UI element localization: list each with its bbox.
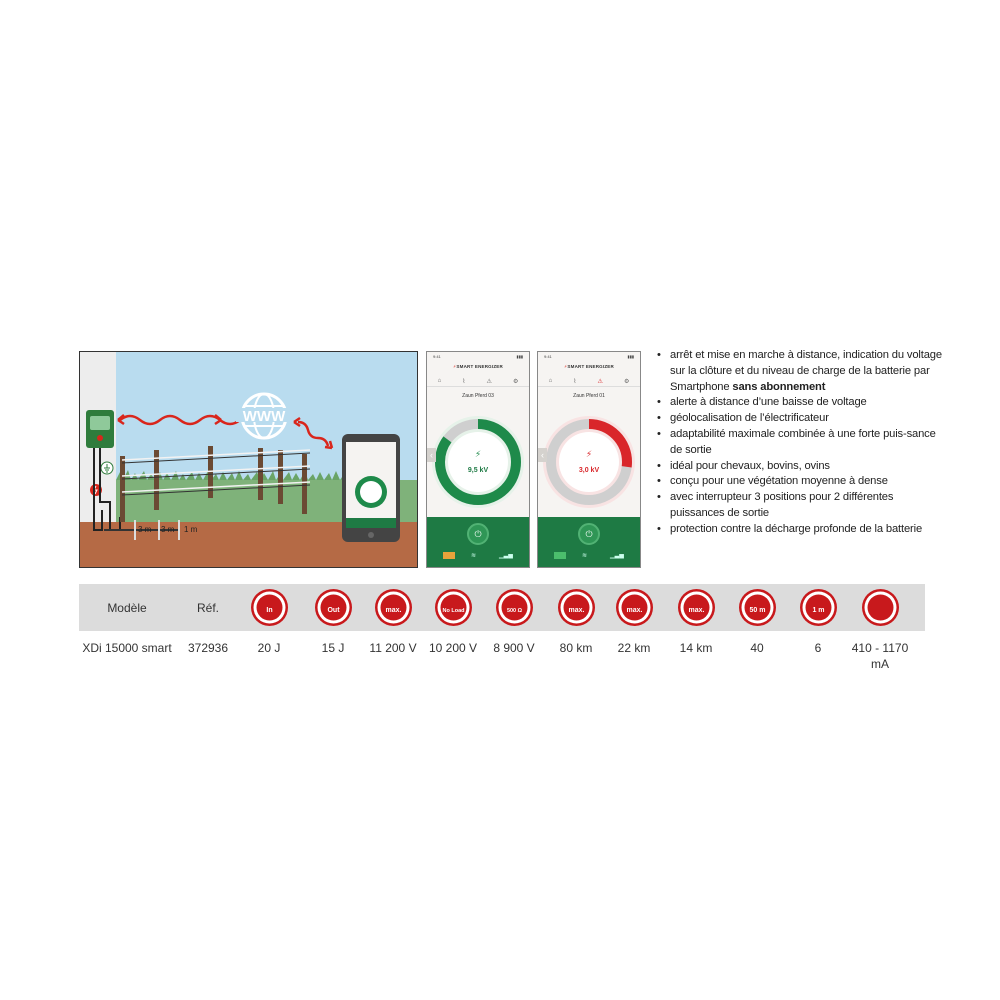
cell-value: 15 J	[321, 641, 345, 655]
fence-length-medium-icon	[616, 589, 653, 626]
signal-strength-icon: ▁▃▅	[610, 553, 624, 559]
power-button[interactable]: ⏻	[578, 523, 600, 545]
fence-status-icon: ≋	[471, 553, 477, 559]
feature-item: • conçu pour une végétation moyenne à dense	[652, 474, 942, 490]
home-icon[interactable]: ⌂	[548, 378, 553, 384]
cell-value: 22 km	[617, 641, 651, 655]
signal-strength-icon: ▁▃▅	[499, 553, 513, 559]
fence-length-vegetation-icon	[678, 589, 715, 626]
energy-out-icon	[315, 589, 352, 626]
cell-value: 8 900 V	[493, 641, 535, 655]
earth-rod-icon	[800, 589, 837, 626]
voltage-no-load-icon	[435, 589, 472, 626]
device-name: Zaun Pferd 03	[462, 393, 494, 399]
column-header-model: Modèle	[107, 600, 147, 615]
battery-icon	[443, 552, 455, 559]
lightning-icon: ⚡	[474, 449, 482, 459]
energy-in-icon	[251, 589, 288, 626]
signal-icon: ▮▮▮	[627, 354, 634, 359]
cell-model: XDi 15000 smart	[82, 641, 172, 655]
svg-text:max.: max.	[568, 607, 585, 614]
fence-illustration	[79, 351, 418, 568]
svg-text:max.: max.	[385, 607, 402, 614]
svg-text:max.: max.	[626, 607, 643, 614]
device-name: Zaun Pferd 01	[573, 393, 605, 399]
status-time: 9:41	[433, 354, 441, 359]
voltage-readout: 9,5 kV	[467, 467, 489, 474]
prev-arrow-icon[interactable]: ‹	[427, 448, 436, 462]
feature-item: • adaptabilité maximale combinée à une forte puis-sance de sortie	[652, 427, 942, 459]
phone-screen-fence-01	[537, 351, 641, 568]
signal-icon: ▮▮▮	[516, 354, 523, 359]
cell-value: 40	[750, 641, 764, 655]
fence-length-max-icon	[558, 589, 595, 626]
battery-icon	[554, 552, 566, 559]
chart-icon[interactable]: ⌇	[573, 378, 577, 385]
svg-text:50 m: 50 m	[749, 607, 766, 614]
fence-status-icon: ≋	[582, 553, 588, 559]
feature-item: • arrêt et mise en marche à distance, indication du voltage sur la clôture et du niveau de charge de la batterie par Smartphone sans abonnement	[652, 348, 942, 395]
svg-text:1 m: 1 m	[812, 607, 825, 614]
power-consumption-icon	[862, 589, 899, 626]
area-hectare-icon	[739, 589, 776, 626]
cell-value: 20 J	[257, 641, 281, 655]
status-time: 9:41	[544, 354, 552, 359]
voltage-500-ohm-icon	[496, 589, 533, 626]
feature-list	[652, 348, 942, 538]
cell-value: 14 km	[679, 641, 713, 655]
brand-logo: ⚡SMART ENERGIZER	[453, 364, 503, 369]
svg-text:In: In	[266, 607, 273, 614]
cell-value: 10 200 V	[428, 641, 478, 655]
cell-value: 80 km	[559, 641, 593, 655]
lightning-icon: ⚡	[585, 449, 593, 459]
voltage-gauge	[540, 412, 638, 512]
alert-icon[interactable]: ⚠	[486, 378, 492, 385]
distance-label-2: 3 m	[161, 525, 175, 534]
svg-text:max.: max.	[688, 607, 705, 614]
voltage-max-icon	[375, 589, 412, 626]
gear-icon[interactable]: ⚙	[624, 378, 630, 385]
phone-screen-fence-03	[426, 351, 530, 568]
cell-ref: 372936	[187, 641, 229, 655]
feature-item: • protection contre la décharge profonde de la batterie	[652, 522, 942, 538]
feature-item: • géolocalisation de l’électrificateur	[652, 411, 942, 427]
voltage-readout: 3,0 kV	[578, 467, 600, 474]
feature-item: • idéal pour chevaux, bovins, ovins	[652, 459, 942, 475]
feature-item: • avec interrupteur 3 positions pour 2 différentes puissances de sortie	[652, 490, 942, 522]
cell-value: 11 200 V	[369, 641, 417, 655]
gear-icon[interactable]: ⚙	[513, 378, 519, 385]
cell-value: 410 - 1170 mA	[851, 641, 909, 671]
phone-footer	[538, 517, 640, 567]
phone-footer	[427, 517, 529, 567]
svg-text:Out: Out	[327, 607, 340, 614]
svg-text:No Load: No Load	[442, 608, 465, 614]
chart-icon[interactable]: ⌇	[462, 378, 466, 385]
prev-arrow-icon[interactable]: ‹	[538, 448, 547, 462]
cell-value: 6	[814, 641, 822, 655]
column-header-ref: Réf.	[196, 600, 219, 615]
power-button[interactable]: ⏻	[467, 523, 489, 545]
www-label: WWW	[242, 408, 286, 425]
home-icon[interactable]: ⌂	[437, 378, 442, 384]
voltage-gauge	[429, 412, 527, 512]
alert-icon[interactable]: ⚠	[597, 378, 603, 385]
distance-label-1: 3 m	[138, 525, 152, 534]
brand-logo: ⚡SMART ENERGIZER	[564, 364, 614, 369]
svg-text:500 Ω: 500 Ω	[506, 608, 523, 614]
feature-item: • alerte à distance d’une baisse de voltage	[652, 395, 942, 411]
spec-table-header	[79, 584, 925, 631]
distance-label-3: 1 m	[184, 525, 198, 534]
